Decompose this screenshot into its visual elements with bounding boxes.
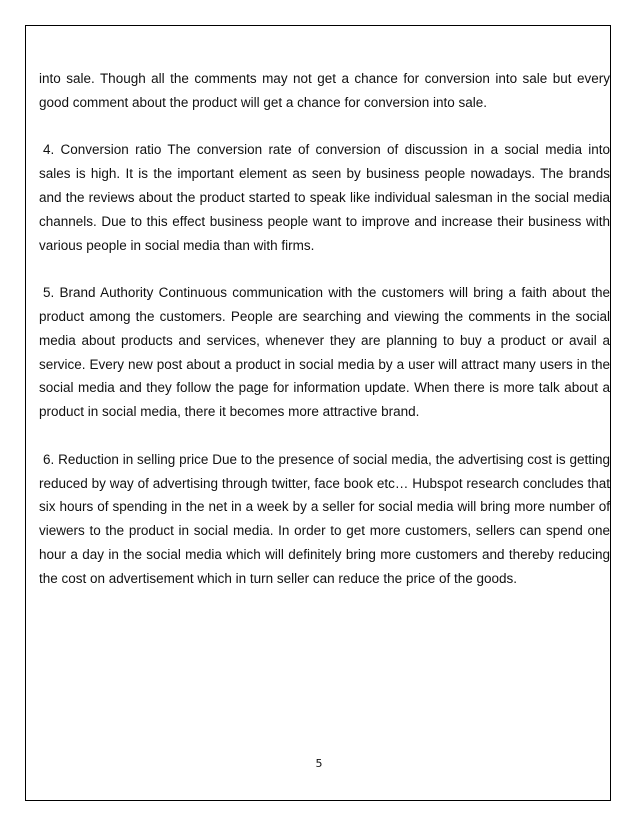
paragraph-reduction-selling-price: 6. Reduction in selling price Due to the presence of social media, the advertising cost is getting reduced by way of advertising through twitter, face book etc… Hubspot research concludes that six hours of spending in the net in a week by a seller for social media will bring more number of viewers to the product in social media. In order to get more customers, sellers can spend one hour a day in the social media which will definitely bring more customers and thereby reducing the cost on advertisement which in turn seller can reduce the price of the goods. (39, 451, 610, 586)
paragraph-conversion-ratio: 4. Conversion ratio The conversion rate of conversion of discussion in a social media into sales is high. It is the important element as seen by business people nowadays. The brands and the reviews about the product started to speak like individual salesman in the social media channels. Due to this effect business people want to improve and increase their business with various people in social media than with firms. (39, 142, 610, 253)
document-body (39, 67, 610, 614)
page-number: 5 (315, 757, 323, 770)
paragraph-continuation: into sale. Though all the comments may not get a chance for conversion into sale but every good comment about the product will get a chance for conversion into sale. (39, 71, 610, 110)
paragraph-brand-authority: 5. Brand Authority Continuous communication with the customers will bring a faith about the product among the customers. People are searching and viewing the comments in the social media about products and services, whenever they are planning to buy a product or avail a service. Every new post about a product in social media by a user will attract many users in the social media and they follow the page for information update. When there is more talk about a product in social media, there it becomes more attractive brand. (39, 285, 610, 420)
